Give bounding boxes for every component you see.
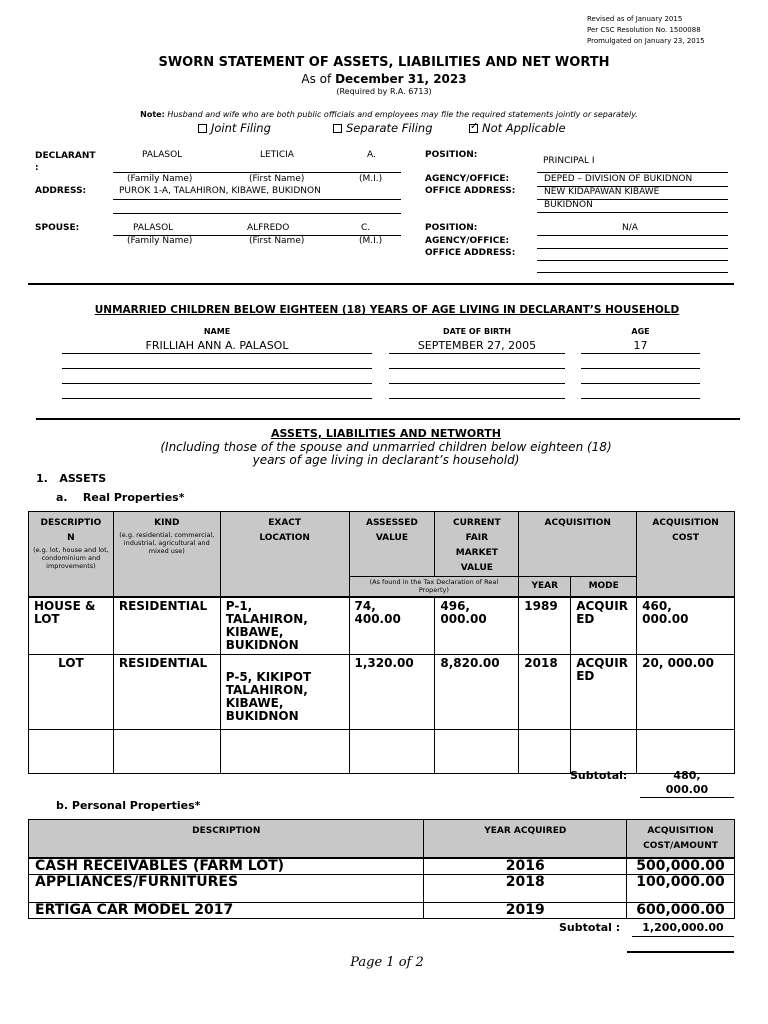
separate-filing-option[interactable]: [333, 121, 433, 135]
note-text: Husband and wife who are both public officials and employees may file the required statements jointly or separately.: [167, 110, 638, 119]
resolution-line: Per CSC Resolution No. 1500088: [587, 26, 701, 34]
declarant-first-caption: (First Name): [249, 174, 305, 184]
child-row-line: [62, 383, 372, 384]
pp-cost: 100,000.00: [627, 874, 735, 902]
real-subtotal-label: Subtotal:: [570, 769, 628, 782]
declarant-address: PUROK 1-A, TALAHIRON, KIBAWE, BUKIDNON: [119, 186, 321, 196]
spouse-position-line: [537, 235, 728, 236]
aln-sub1: (Including those of the spouse and unmarried children below eighteen (18): [160, 440, 612, 454]
spouse-family-caption: (Family Name): [127, 236, 193, 246]
personal-properties-heading: b. Personal Properties*: [56, 799, 201, 812]
aln-sub2: years of age living in declarant’s household): [252, 453, 520, 467]
row-mode: ACQUIR ED: [571, 597, 637, 655]
real-subtotal-value: 480, 000.00: [665, 769, 709, 796]
pp-desc: ERTIGA CAR MODEL 2017: [29, 902, 424, 918]
personal-total-line: [627, 951, 734, 953]
children-col-age: AGE: [631, 327, 650, 336]
declarant-agency: DEPED – DIVISION OF BUKIDNON: [544, 174, 693, 184]
row-fmv: 496, 000.00: [435, 597, 519, 655]
not-applicable-option[interactable]: [469, 121, 566, 135]
row-assessed: 1,320.00: [349, 654, 435, 729]
row-location: P-5, KIKIPOT TALAHIRON, KIBAWE, BUKIDNON: [220, 654, 349, 729]
separate-filing-checkbox[interactable]: [333, 124, 342, 133]
table-row: [29, 874, 735, 902]
pp-cost: 500,000.00: [627, 858, 735, 875]
children-col-name: NAME: [203, 327, 231, 336]
spouse-label: SPOUSE:: [35, 223, 80, 233]
spouse-position: N/A: [622, 223, 638, 233]
child-row-line: [581, 383, 700, 384]
aln-heading: ASSETS, LIABILITIES AND NETWORTH: [271, 427, 501, 440]
spouse-position-label: POSITION:: [425, 223, 478, 233]
child-row-line: [62, 398, 372, 399]
col-fair-market-value: CURRENT FAIR MARKET VALUE: [435, 512, 519, 577]
separate-filing-label: Separate Filing: [346, 121, 433, 135]
not-applicable-checkbox[interactable]: [469, 124, 478, 133]
declarant-name-line: [113, 172, 401, 173]
pp-cost: 600,000.00: [627, 902, 735, 918]
declarant-label: DECLARANT :: [35, 151, 96, 173]
note: [0, 110, 768, 119]
child-row-line: [581, 353, 700, 354]
joint-filing-option[interactable]: [198, 121, 271, 135]
personal-subtotal-line: [632, 936, 734, 937]
col-kind-note: (e.g. residential, commercial, industrial, agricultural and mixed use): [119, 531, 215, 555]
spouse-first-caption: (First Name): [249, 236, 305, 246]
col-description-label: DESCRIPTIO N: [40, 518, 102, 543]
page-title: SWORN STATEMENT OF ASSETS, LIABILITIES AND NET WORTH: [158, 55, 610, 70]
spouse-family-name: PALASOL: [133, 223, 174, 233]
section-divider-1: [28, 283, 734, 285]
as-of-date: December 31, 2023: [335, 72, 467, 86]
row-mode: ACQUIR ED: [571, 654, 637, 729]
table-row-empty: [29, 729, 735, 773]
assets-heading: 1. ASSETS: [36, 472, 107, 485]
not-applicable-label: Not Applicable: [482, 121, 566, 135]
table-row: [29, 902, 735, 918]
spouse-first-name: ALFREDO: [247, 223, 290, 233]
position-line: [537, 172, 728, 173]
as-of-line: [0, 72, 768, 86]
joint-filing-label: Joint Filing: [211, 121, 271, 135]
col-kind-label: KIND: [154, 518, 180, 528]
col-pp-cost: ACQUISITION COST/AMOUNT: [627, 820, 735, 858]
pp-year: 2016: [424, 858, 627, 875]
real-properties-heading: a. Real Properties*: [56, 491, 185, 504]
child-name: FRILLIAH ANN A. PALASOL: [145, 339, 289, 352]
table-row: [29, 858, 735, 875]
col-assessed-value: ASSESSED VALUE: [349, 512, 435, 577]
child-row-line: [581, 368, 700, 369]
declarant-first-name: LETICIA: [260, 150, 294, 160]
address-line-2: [113, 213, 401, 214]
declarant-mi: A.: [367, 150, 376, 160]
row-kind: RESIDENTIAL: [113, 654, 220, 729]
section-divider-2: [36, 418, 740, 420]
child-row-line: [389, 383, 565, 384]
row-fmv: 8,820.00: [435, 654, 519, 729]
row-year: 1989: [519, 597, 571, 655]
spouse-mi-caption: (M.I.): [359, 236, 383, 246]
address-label: ADDRESS:: [35, 186, 87, 196]
pp-desc: APPLIANCES/FURNITURES: [29, 874, 424, 902]
office-line-2: [537, 212, 728, 213]
spouse-agency-line: [537, 248, 728, 249]
child-row-line: [389, 398, 565, 399]
child-row-line: [62, 368, 372, 369]
row-cost: 460, 000.00: [637, 597, 735, 655]
spouse-office-line-2: [537, 272, 728, 273]
child-row-line: [581, 398, 700, 399]
real-properties-table: [28, 511, 735, 774]
col-kind: [113, 512, 220, 597]
row-desc: HOUSE & LOT: [29, 597, 114, 655]
fmv-note: (As found in the Tax Declaration of Real Property): [349, 577, 519, 597]
children-heading: UNMARRIED CHILDREN BELOW EIGHTEEN (18) YEARS OF AGE LIVING IN DECLARANT’S HOUSEHOLD: [94, 304, 680, 316]
col-mode: MODE: [571, 577, 637, 597]
page-footer: Page 1 of 2: [350, 955, 424, 970]
address-line-1: [113, 199, 401, 200]
children-col-dob: DATE OF BIRTH: [443, 327, 511, 336]
row-year: 2018: [519, 654, 571, 729]
col-pp-year: YEAR ACQUIRED: [424, 820, 627, 858]
declarant-family-caption: (Family Name): [127, 174, 193, 184]
agency-label: AGENCY/OFFICE:: [425, 174, 510, 184]
pp-year: 2018: [424, 874, 627, 902]
as-of-prefix: As of: [301, 72, 332, 86]
row-kind: RESIDENTIAL: [113, 597, 220, 655]
spouse-office-label: OFFICE ADDRESS:: [425, 248, 516, 258]
revision-info: [587, 14, 705, 47]
row-desc: LOT: [29, 654, 114, 729]
pp-year: 2019: [424, 902, 627, 918]
declarant-position: PRINCIPAL I: [543, 156, 595, 166]
row-assessed: 74, 400.00: [349, 597, 435, 655]
col-description: [29, 512, 114, 597]
child-row-line: [389, 353, 565, 354]
child-dob: SEPTEMBER 27, 2005: [417, 339, 537, 352]
row-cost: 20, 000.00: [637, 654, 735, 729]
table-row: [29, 654, 735, 729]
col-year: YEAR: [519, 577, 571, 597]
pp-desc: CASH RECEIVABLES (FARM LOT): [29, 858, 424, 875]
child-row-line: [62, 353, 372, 354]
child-row-line: [389, 368, 565, 369]
declarant-family-name: PALASOL: [142, 150, 183, 160]
spouse-mi: C.: [361, 223, 371, 233]
col-acquisition-cost: ACQUISITION COST: [637, 512, 735, 597]
personal-subtotal-value: 1,200,000.00: [642, 921, 724, 934]
table-row: [29, 597, 735, 655]
joint-filing-checkbox[interactable]: [198, 124, 207, 133]
note-label: Note:: [140, 110, 165, 119]
col-location: EXACT LOCATION: [220, 512, 349, 597]
promulgated-line: Promulgated on January 23, 2015: [587, 37, 705, 45]
child-age: 17: [633, 339, 648, 352]
position-label: POSITION:: [425, 150, 478, 160]
row-location: P-1, TALAHIRON, KIBAWE, BUKIDNON: [220, 597, 349, 655]
col-acquisition: ACQUISITION: [519, 512, 637, 577]
office-address-label: OFFICE ADDRESS:: [425, 186, 516, 196]
declarant-office-line2: BUKIDNON: [544, 200, 593, 210]
personal-properties-table: [28, 819, 735, 919]
spouse-office-line-1: [537, 260, 728, 261]
col-pp-description: DESCRIPTION: [29, 820, 424, 858]
declarant-mi-caption: (M.I.): [359, 174, 383, 184]
revision-line: Revised as of January 2015: [587, 15, 683, 23]
required-by: (Required by R.A. 6713): [336, 87, 432, 96]
spouse-agency-label: AGENCY/OFFICE:: [425, 236, 510, 246]
col-description-note: (e.g. lot, house and lot, condominium and improvements): [33, 546, 109, 570]
personal-subtotal-label: Subtotal :: [559, 921, 621, 934]
real-subtotal-line: [640, 797, 734, 798]
declarant-office-line1: NEW KIDAPAWAN KIBAWE: [544, 187, 660, 197]
